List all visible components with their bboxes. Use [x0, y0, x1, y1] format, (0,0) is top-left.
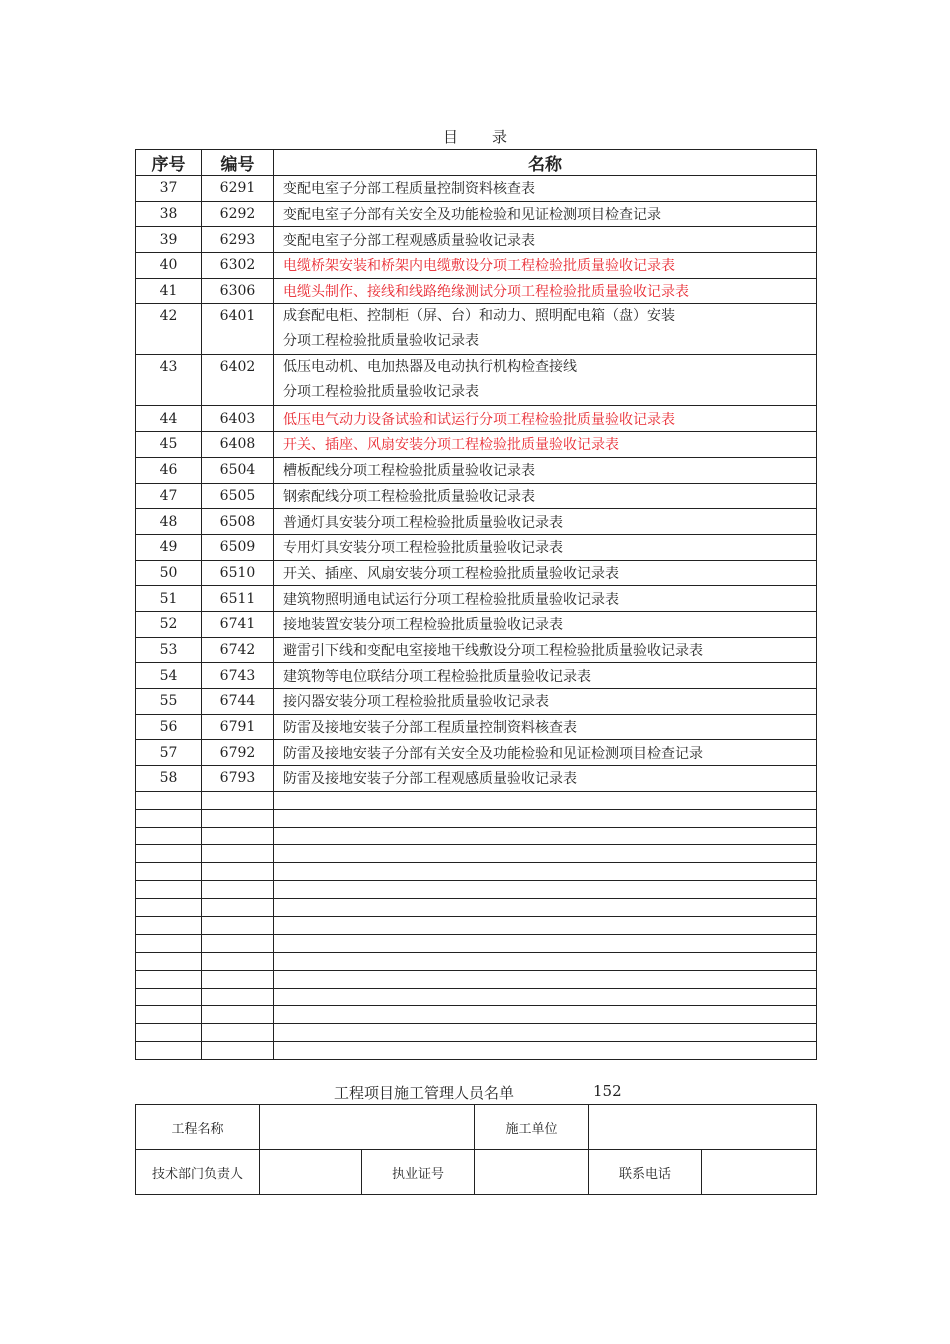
row-name-line: 分项工程检验批质量验收记录表 [283, 384, 479, 401]
blank-cell [274, 791, 817, 809]
row-seq: 52 [136, 611, 202, 637]
row-name [274, 201, 817, 227]
header-name: 名称 [274, 150, 817, 176]
row-seq: 46 [136, 457, 202, 483]
blank-cell [136, 970, 202, 988]
row-name [274, 227, 817, 253]
blank-cell [274, 809, 817, 827]
toc-row [136, 534, 817, 560]
blank-cell [274, 1006, 817, 1024]
row-name [274, 586, 817, 612]
row-name-line: 成套配电柜、控制柜（屏、台）和动力、照明配电箱（盘）安装 [283, 308, 675, 325]
row-code: 6511 [202, 586, 274, 612]
blank-cell [136, 881, 202, 899]
staff-table [135, 1104, 817, 1195]
toc-row [136, 406, 817, 432]
row-name-line: 电缆桥架安装和桥架内电缆敷设分项工程检验批质量验收记录表 [283, 258, 675, 275]
row-code: 6793 [202, 766, 274, 792]
row-seq: 51 [136, 586, 202, 612]
row-seq: 53 [136, 637, 202, 663]
header-code: 编号 [202, 150, 274, 176]
blank-cell [202, 809, 274, 827]
row-seq: 47 [136, 483, 202, 509]
row-name [274, 509, 817, 535]
row-seq: 41 [136, 278, 202, 304]
blank-cell [136, 1006, 202, 1024]
row-seq: 58 [136, 766, 202, 792]
blank-cell [274, 863, 817, 881]
toc-row [136, 176, 817, 202]
staff-title: 工程项目施工管理人员名单 [334, 1084, 515, 1102]
blank-cell [136, 952, 202, 970]
blank-cell [136, 899, 202, 917]
blank-cell [274, 988, 817, 1006]
toc-blank-row [136, 1006, 817, 1024]
row-seq: 48 [136, 509, 202, 535]
toc-blank-row [136, 899, 817, 917]
blank-cell [136, 809, 202, 827]
toc-title [0, 126, 950, 147]
row-code: 6744 [202, 689, 274, 715]
row-name-line: 避雷引下线和变配电室接地干线敷设分项工程检验批质量验收记录表 [283, 642, 703, 659]
staff-row-1 [136, 1105, 817, 1150]
toc-row [136, 689, 817, 715]
row-name [274, 278, 817, 304]
row-name [274, 560, 817, 586]
toc-row [136, 432, 817, 458]
blank-cell [136, 845, 202, 863]
blank-cell [136, 988, 202, 1006]
blank-cell [202, 1006, 274, 1024]
row-code: 6743 [202, 663, 274, 689]
blank-cell [274, 845, 817, 863]
toc-row [136, 740, 817, 766]
blank-cell [202, 970, 274, 988]
project-name-label: 工程名称 [136, 1105, 260, 1150]
blank-cell [274, 827, 817, 845]
row-name-line: 防雷及接地安装子分部工程质量控制资料核查表 [283, 720, 577, 737]
tech-head-label: 技术部门负责人 [136, 1150, 260, 1195]
blank-cell [202, 899, 274, 917]
row-code: 6402 [202, 355, 274, 406]
toc-row [136, 611, 817, 637]
row-code: 6510 [202, 560, 274, 586]
blank-cell [202, 863, 274, 881]
staff-row-2 [136, 1150, 817, 1195]
toc-blank-row [136, 970, 817, 988]
contractor-label: 施工单位 [475, 1105, 589, 1150]
license-label: 执业证号 [362, 1150, 475, 1195]
blank-cell [136, 1042, 202, 1060]
row-name-line: 建筑物等电位联结分项工程检验批质量验收记录表 [283, 668, 591, 685]
row-code: 6292 [202, 201, 274, 227]
toc-blank-row [136, 988, 817, 1006]
blank-cell [202, 845, 274, 863]
project-name-value [260, 1105, 475, 1150]
row-seq: 44 [136, 406, 202, 432]
row-code: 6505 [202, 483, 274, 509]
row-seq: 43 [136, 355, 202, 406]
toc-row [136, 714, 817, 740]
row-name-line: 开关、插座、风扇安装分项工程检验批质量验收记录表 [283, 437, 619, 454]
toc-blank-row [136, 916, 817, 934]
row-name [274, 176, 817, 202]
blank-cell [202, 881, 274, 899]
toc-row [136, 663, 817, 689]
row-name-line: 接地装置安装分项工程检验批质量验收记录表 [283, 617, 563, 634]
row-name [274, 637, 817, 663]
toc-blank-row [136, 1024, 817, 1042]
row-name [274, 406, 817, 432]
row-code: 6403 [202, 406, 274, 432]
blank-cell [136, 916, 202, 934]
row-seq: 37 [136, 176, 202, 202]
contractor-value [589, 1105, 817, 1150]
phone-label: 联系电话 [589, 1150, 702, 1195]
blank-cell [274, 970, 817, 988]
toc-title-char-2: 录 [492, 128, 508, 146]
toc-row [136, 227, 817, 253]
row-seq: 45 [136, 432, 202, 458]
row-name-line: 低压电气动力设备试验和试运行分项工程检验批质量验收记录表 [283, 411, 675, 428]
toc-row [136, 509, 817, 535]
toc-table [135, 149, 817, 1060]
blank-cell [136, 934, 202, 952]
blank-cell [202, 1024, 274, 1042]
toc-row [136, 483, 817, 509]
blank-cell [202, 934, 274, 952]
row-code: 6791 [202, 714, 274, 740]
row-name-line: 钢索配线分项工程检验批质量验收记录表 [283, 488, 535, 505]
row-name-line: 变配电室子分部工程质量控制资料核查表 [283, 181, 535, 198]
blank-cell [274, 916, 817, 934]
row-name [274, 663, 817, 689]
toc-blank-row [136, 863, 817, 881]
row-name-line: 防雷及接地安装子分部有关安全及功能检验和见证检测项目检查记录 [283, 745, 703, 762]
row-name [274, 766, 817, 792]
row-code: 6293 [202, 227, 274, 253]
row-code: 6508 [202, 509, 274, 535]
row-code: 6741 [202, 611, 274, 637]
phone-value [702, 1150, 817, 1195]
row-seq: 38 [136, 201, 202, 227]
row-code: 6509 [202, 534, 274, 560]
row-seq: 49 [136, 534, 202, 560]
row-name-line: 变配电室子分部有关安全及功能检验和见证检测项目检查记录 [283, 207, 661, 224]
row-name-line: 普通灯具安装分项工程检验批质量验收记录表 [283, 514, 563, 531]
row-code: 6792 [202, 740, 274, 766]
toc-blank-row [136, 809, 817, 827]
toc-row [136, 637, 817, 663]
blank-cell [136, 791, 202, 809]
row-seq: 39 [136, 227, 202, 253]
row-name-line: 低压电动机、电加热器及电动执行机构检查接线 [283, 359, 577, 376]
row-name-line: 开关、插座、风扇安装分项工程检验批质量验收记录表 [283, 565, 619, 582]
row-code: 6504 [202, 457, 274, 483]
blank-cell [202, 988, 274, 1006]
blank-cell [202, 827, 274, 845]
row-name [274, 432, 817, 458]
row-seq: 40 [136, 253, 202, 279]
header-seq: 序号 [136, 150, 202, 176]
row-code: 6291 [202, 176, 274, 202]
row-code: 6306 [202, 278, 274, 304]
toc-title-char-1: 目 [442, 128, 458, 146]
toc-row [136, 253, 817, 279]
blank-cell [274, 934, 817, 952]
row-name-line: 防雷及接地安装子分部工程观感质量验收记录表 [283, 771, 577, 788]
blank-cell [202, 916, 274, 934]
row-code: 6742 [202, 637, 274, 663]
blank-cell [274, 952, 817, 970]
row-seq: 42 [136, 304, 202, 355]
row-name-line: 变配电室子分部工程观感质量验收记录表 [283, 232, 535, 249]
toc-blank-row [136, 881, 817, 899]
tech-head-value [260, 1150, 362, 1195]
blank-cell [202, 952, 274, 970]
blank-cell [136, 827, 202, 845]
row-name [274, 714, 817, 740]
blank-cell [274, 899, 817, 917]
blank-cell [274, 1042, 817, 1060]
blank-cell [274, 881, 817, 899]
row-seq: 55 [136, 689, 202, 715]
row-seq: 56 [136, 714, 202, 740]
page-number: 152 [593, 1082, 622, 1100]
toc-row [136, 560, 817, 586]
row-name [274, 740, 817, 766]
toc-row [136, 278, 817, 304]
row-name [274, 253, 817, 279]
toc-row [136, 355, 817, 406]
toc-header-row [136, 150, 817, 176]
toc-blank-row [136, 952, 817, 970]
row-name [274, 483, 817, 509]
row-name [274, 611, 817, 637]
row-name [274, 304, 817, 355]
row-name-line: 接闪器安装分项工程检验批质量验收记录表 [283, 694, 549, 711]
row-name-line: 电缆头制作、接线和线路绝缘测试分项工程检验批质量验收记录表 [283, 284, 689, 301]
row-name-line: 槽板配线分项工程检验批质量验收记录表 [283, 463, 535, 480]
row-name [274, 689, 817, 715]
toc-row [136, 201, 817, 227]
toc-blank-row [136, 1042, 817, 1060]
toc-blank-row [136, 791, 817, 809]
row-seq: 57 [136, 740, 202, 766]
row-name-line: 分项工程检验批质量验收记录表 [283, 333, 479, 350]
row-name [274, 457, 817, 483]
toc-blank-row [136, 827, 817, 845]
row-code: 6302 [202, 253, 274, 279]
row-seq: 54 [136, 663, 202, 689]
blank-cell [136, 863, 202, 881]
toc-blank-row [136, 845, 817, 863]
toc-row [136, 766, 817, 792]
toc-row [136, 457, 817, 483]
blank-cell [274, 1024, 817, 1042]
row-name-line: 专用灯具安装分项工程检验批质量验收记录表 [283, 540, 563, 557]
row-name [274, 534, 817, 560]
blank-cell [202, 1042, 274, 1060]
blank-cell [136, 1024, 202, 1042]
row-code: 6401 [202, 304, 274, 355]
row-seq: 50 [136, 560, 202, 586]
toc-row [136, 304, 817, 355]
toc-blank-row [136, 934, 817, 952]
row-name [274, 355, 817, 406]
row-name-line: 建筑物照明通电试运行分项工程检验批质量验收记录表 [283, 591, 619, 608]
toc-row [136, 586, 817, 612]
row-code: 6408 [202, 432, 274, 458]
license-value [475, 1150, 589, 1195]
blank-cell [202, 791, 274, 809]
